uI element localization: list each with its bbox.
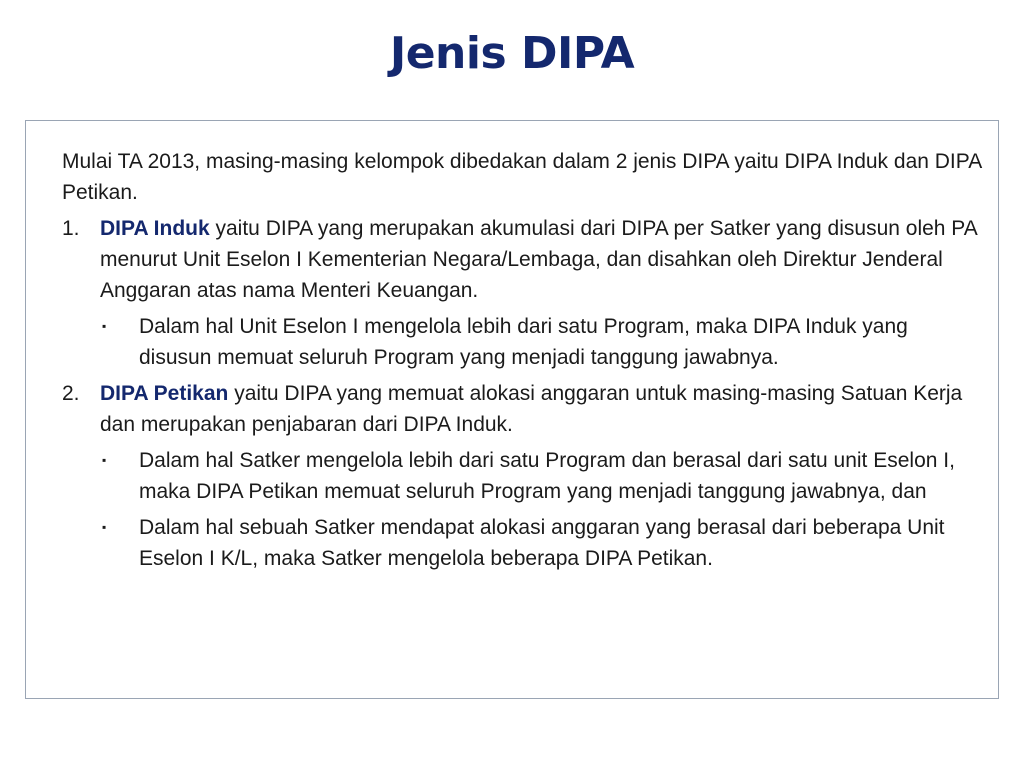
item-number: 2. (62, 382, 80, 405)
sub-bullet-item (62, 311, 982, 373)
item-text: yaitu DIPA yang merupakan akumulasi dari DIPA per Satker yang disusun oleh PA menurut Unit Eselon I Kementerian Negara/Lembaga, dan disahkan oleh Direktur Jenderal Anggaran atas nama Menteri Keuangan. (100, 217, 977, 302)
list-item-dipa-induk (62, 213, 982, 306)
sub-bullet-item (62, 445, 982, 507)
item-number: 1. (62, 217, 80, 240)
slide-title: Jenis DIPA (389, 28, 635, 79)
sub-bullet-text: Dalam hal Satker mengelola lebih dari satu Program dan berasal dari satu unit Eselon I, maka DIPA Petikan memuat seluruh Program yang menjadi tanggung jawabnya, dan (139, 449, 955, 503)
sub-bullet-item (62, 512, 982, 574)
square-bullet-icon: ▪ (102, 319, 107, 333)
intro-paragraph: Mulai TA 2013, masing-masing kelompok dibedakan dalam 2 jenis DIPA yaitu DIPA Induk dan DIPA Petikan. (62, 150, 982, 204)
item-text: yaitu DIPA yang memuat alokasi anggaran untuk masing-masing Satuan Kerja dan merupakan penjabaran dari DIPA Induk. (100, 382, 963, 436)
square-bullet-icon: ▪ (102, 520, 107, 534)
sub-bullet-text: Dalam hal Unit Eselon I mengelola lebih dari satu Program, maka DIPA Induk yang disusun memuat seluruh Program yang menjadi tanggung jawabnya. (139, 315, 908, 369)
sub-bullet-text: Dalam hal sebuah Satker mendapat alokasi anggaran yang berasal dari beberapa Unit Eselon I K/L, maka Satker mengelola beberapa DIPA Petikan. (139, 516, 945, 570)
content-body (62, 146, 982, 579)
content-box (25, 120, 999, 699)
list-item-dipa-petikan (62, 378, 982, 440)
term-dipa-petikan: DIPA Petikan (100, 382, 229, 405)
term-dipa-induk: DIPA Induk (100, 217, 210, 240)
square-bullet-icon: ▪ (102, 453, 107, 467)
